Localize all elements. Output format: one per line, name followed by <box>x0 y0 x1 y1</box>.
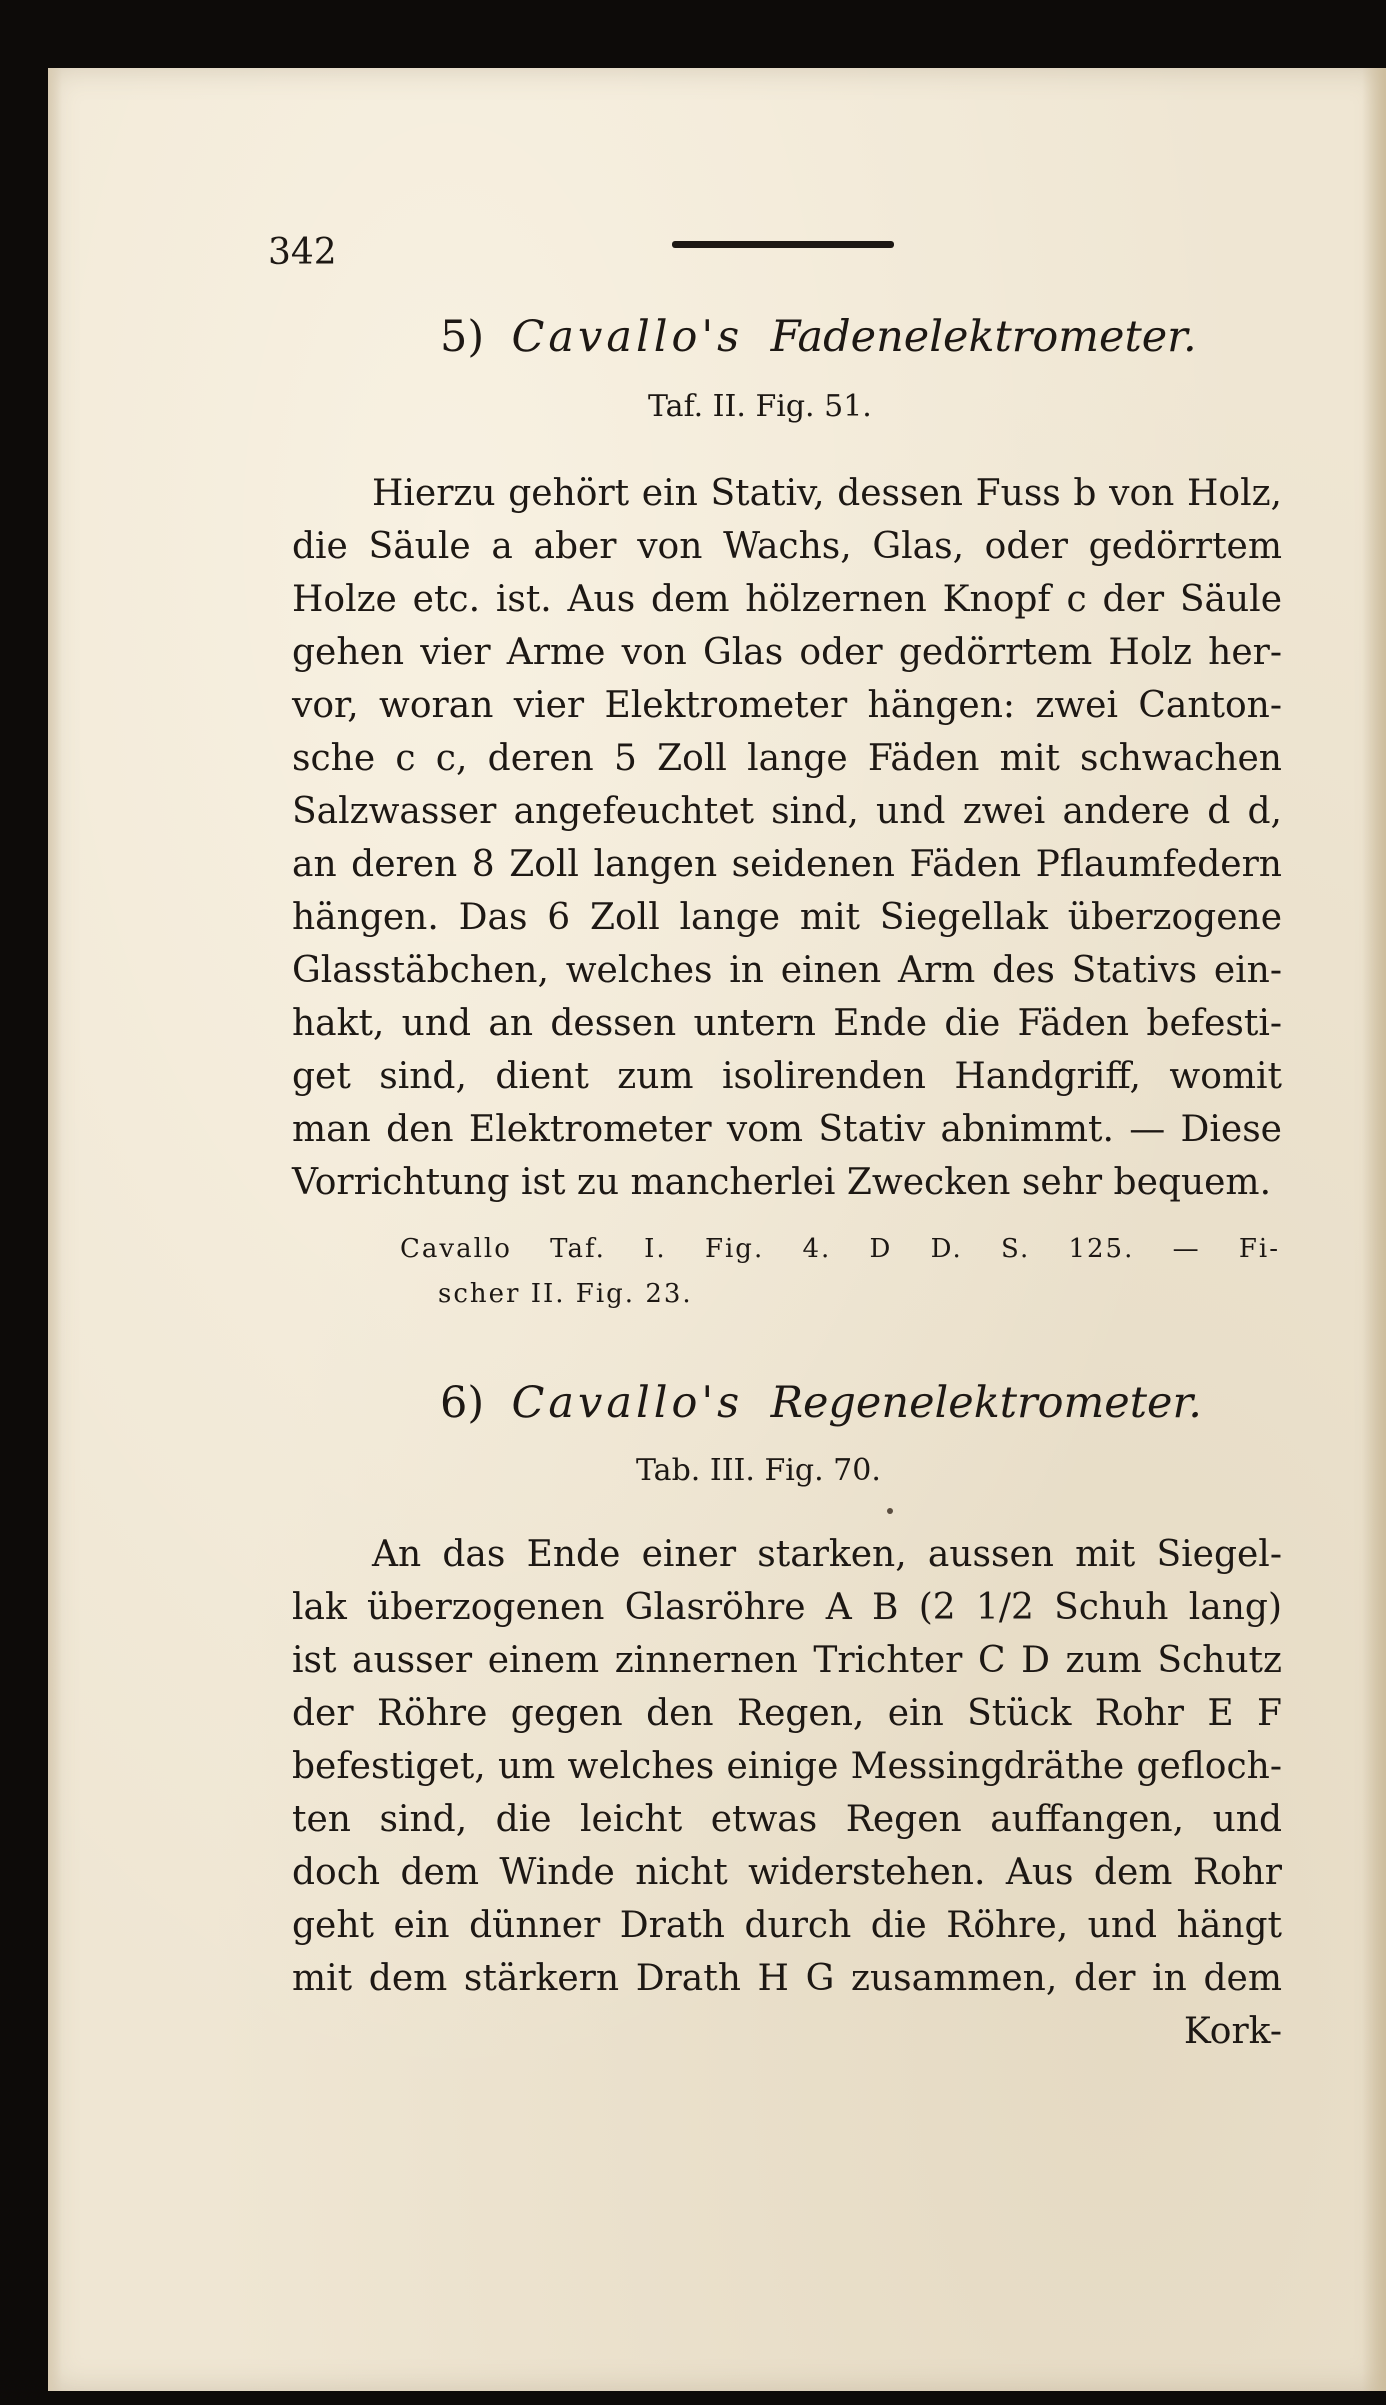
section-6-line: ten sind, die leicht etwas Regen auffangen, und <box>292 1799 1282 1840</box>
section-5-line: hakt, und an dessen untern Ende die Fäden befesti- <box>292 1003 1282 1044</box>
catchword: Kork- <box>1183 2011 1282 2052</box>
section-5-line: hängen. Das 6 Zoll lange mit Siegellak überzogene <box>292 897 1282 938</box>
section-5-line: Salzwasser angefeuchtet sind, und zwei andere d d, <box>292 791 1282 832</box>
section-6-heading <box>440 1378 1202 1428</box>
section-5-line: sche c c, deren 5 Zoll lange Fäden mit schwachen <box>292 738 1282 779</box>
section-6-line: geht ein dünner Drath durch die Röhre, und hängt <box>292 1905 1282 1946</box>
section-5-reference: scher II. Fig. 23. <box>438 1279 693 1309</box>
section-6-title: Regenelektrometer. <box>770 1378 1202 1428</box>
section-5-line: man den Elektrometer vom Stativ abnimmt. — Diese <box>292 1109 1282 1150</box>
section-5-line: Vorrichtung ist zu mancherlei Zwecken sehr bequem. <box>292 1162 1272 1203</box>
section-6-line: mit dem stärkern Drath H G zusammen, der in dem <box>292 1958 1282 1999</box>
section-6-name: Cavallo's <box>511 1378 744 1428</box>
section-5-line: Glasstäbchen, welches in einen Arm des Stativs ein- <box>292 950 1282 991</box>
section-5-heading <box>440 312 1197 362</box>
section-5-line: get sind, dient zum isolirenden Handgriff, womit <box>292 1056 1282 1097</box>
section-5-reference: Cavallo Taf. I. Fig. 4. D D. S. 125. — Fi- <box>400 1234 1280 1264</box>
section-5-line: vor, woran vier Elektrometer hängen: zwei Canton- <box>292 685 1282 726</box>
section-5-line: gehen vier Arme von Glas oder gedörrtem Holz her- <box>292 632 1282 673</box>
section-6-line: lak überzogenen Glasröhre A B (2 1/2 Schuh lang) <box>292 1587 1282 1628</box>
section-5-line: Holze etc. ist. Aus dem hölzernen Knopf c der Säule <box>292 579 1282 620</box>
section-5-number: 5) <box>440 312 485 362</box>
ink-speck <box>887 1508 893 1514</box>
section-5-line: die Säule a aber von Wachs, Glas, oder gedörrtem <box>292 526 1282 567</box>
section-5-title: Fadenelektrometer. <box>770 312 1197 362</box>
section-5-line: an deren 8 Zoll langen seidenen Fäden Pflaumfedern <box>292 844 1282 885</box>
page-number: 342 <box>268 232 337 273</box>
header-rule <box>672 241 894 248</box>
section-5-figure-ref: Taf. II. Fig. 51. <box>648 389 872 424</box>
section-6-line: ist ausser einem zinnernen Trichter C D zum Schutz <box>292 1640 1282 1681</box>
section-6-line: doch dem Winde nicht widerstehen. Aus dem Rohr <box>292 1852 1282 1893</box>
section-6-line: der Röhre gegen den Regen, ein Stück Rohr E F <box>292 1693 1282 1734</box>
section-6-figure-ref: Tab. III. Fig. 70. <box>636 1453 881 1488</box>
page-gutter-shadow <box>48 68 62 2391</box>
section-6-line: befestiget, um welches einige Messingdräthe gefloch- <box>292 1746 1282 1787</box>
page-edge-shadow <box>1362 68 1386 2391</box>
section-5-line: Hierzu gehört ein Stativ, dessen Fuss b von Holz, <box>372 473 1282 514</box>
section-5-name: Cavallo's <box>511 312 744 362</box>
section-6-line: An das Ende einer starken, aussen mit Siegel- <box>372 1534 1282 1575</box>
section-6-number: 6) <box>440 1378 485 1428</box>
